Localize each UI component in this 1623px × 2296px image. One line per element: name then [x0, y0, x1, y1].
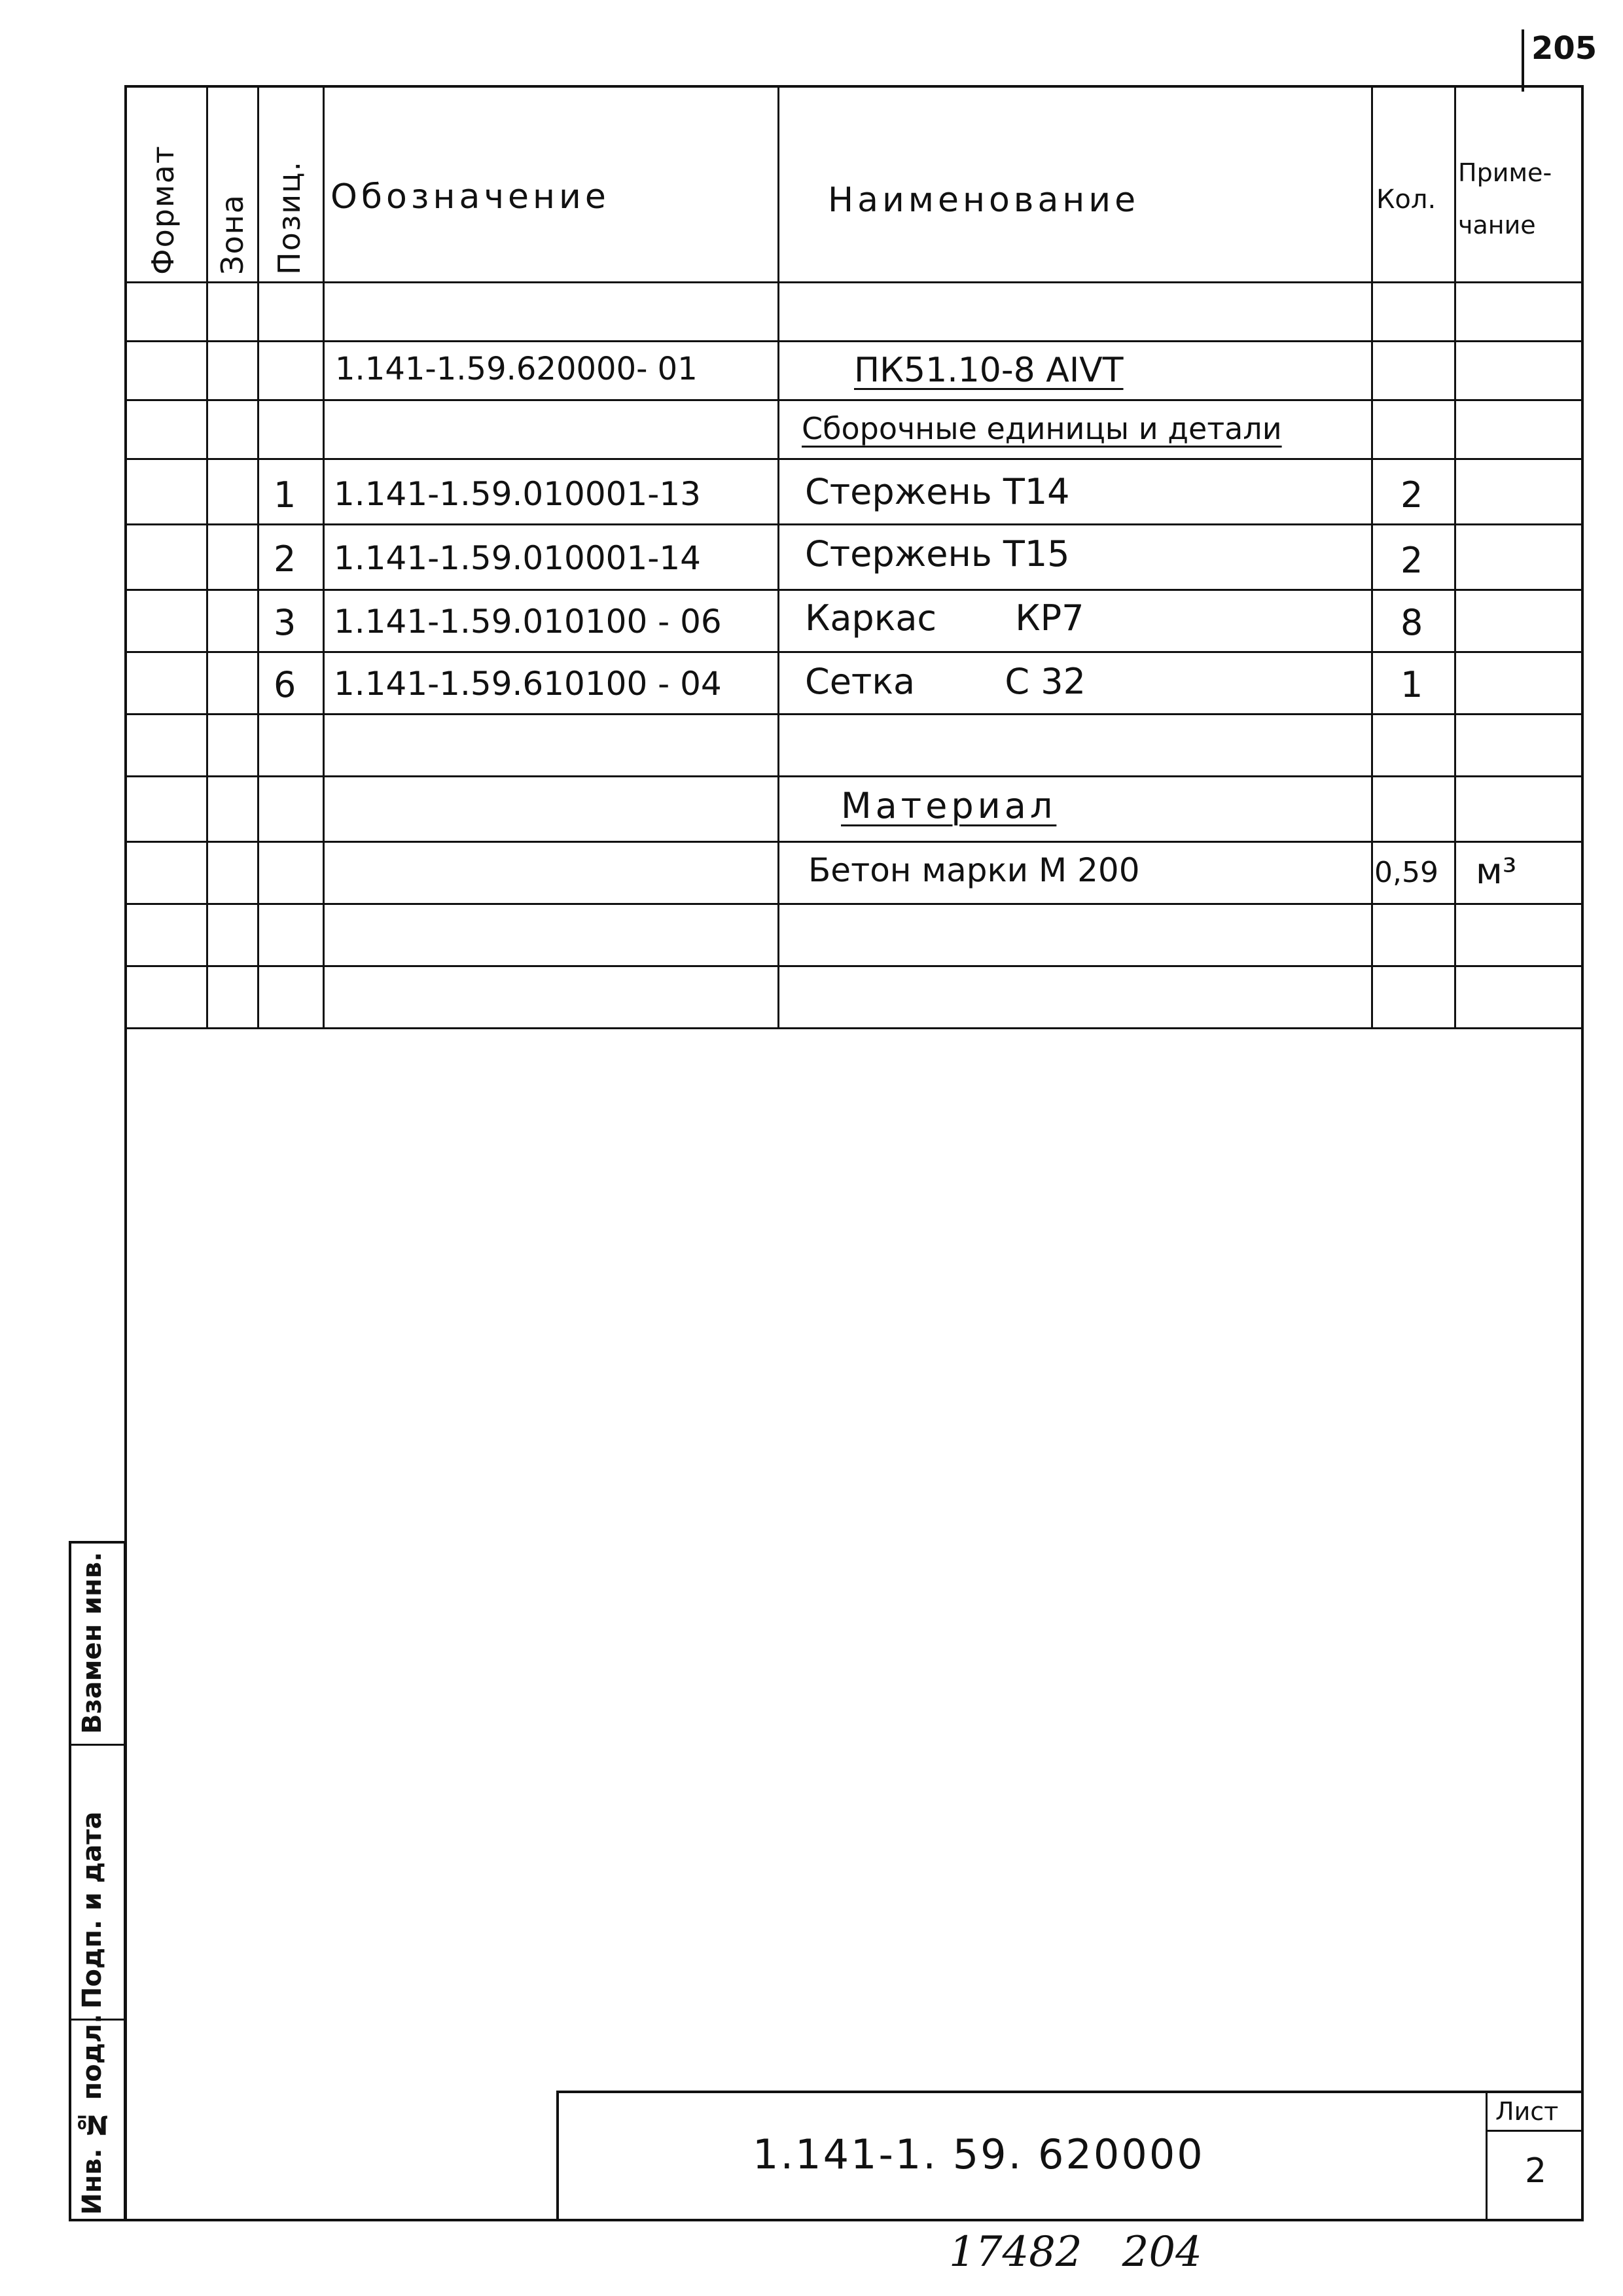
row-line [124, 713, 1584, 715]
side-stamp-line [69, 1744, 126, 1746]
sheet-frame [124, 85, 1584, 2221]
col-line [257, 85, 259, 1027]
row-pos: 2 [274, 539, 296, 580]
row-designation: 1.141-1.59.010001-13 [334, 475, 701, 513]
row-line [124, 775, 1584, 777]
col-line [323, 85, 325, 1027]
row-name-section: Сборочные единицы и детали [802, 411, 1282, 446]
header-note-1: Приме- [1458, 158, 1552, 187]
page-number-mark [1522, 29, 1524, 92]
header-position: Позиц. [272, 160, 307, 275]
title-block-divider [1486, 2091, 1488, 2221]
row-name: Стержень Т14 [805, 471, 1070, 512]
row-note: м³ [1476, 851, 1517, 892]
row-line [124, 651, 1584, 653]
row-line [124, 841, 1584, 843]
row-name: Стержень Т15 [805, 533, 1070, 574]
row-line [124, 523, 1584, 525]
header-zone: Зона [215, 194, 250, 275]
col-line [1371, 85, 1373, 1027]
title-block-sheet-line [1486, 2130, 1584, 2132]
row-designation: 1.141-1.59.620000- 01 [335, 351, 698, 387]
row-qty: 1 [1400, 664, 1423, 705]
row-name: Сетка С 32 [805, 661, 1086, 702]
row-pos: 3 [274, 602, 296, 643]
row-pos: 6 [274, 664, 296, 705]
header-qty: Кол. [1376, 185, 1436, 215]
header-name: Наименование [828, 181, 1140, 220]
row-name: Каркас КР7 [805, 597, 1084, 639]
header-note-2: чание [1458, 211, 1536, 239]
header-bottom-line [124, 281, 1584, 283]
row-designation: 1.141-1.59.010100 - 06 [334, 603, 722, 641]
side-stamp-replace-inv: Взамен инв. [77, 1551, 107, 1734]
document-code: 1.141-1. 59. 620000 [753, 2130, 1205, 2178]
header-format: Формат [145, 145, 181, 275]
handwritten-footer: 17482 204 [949, 2228, 1202, 2276]
side-stamp-sign-date: Подп. и дата [77, 1811, 107, 2009]
row-qty: 2 [1400, 540, 1423, 581]
row-name: ПК51.10-8 АIVТ [854, 351, 1124, 390]
table-bottom-line [124, 1027, 1584, 1029]
row-line [124, 589, 1584, 591]
sheet-label: Лист [1495, 2097, 1559, 2126]
page-number: 205 [1531, 30, 1597, 67]
col-line [1454, 85, 1456, 1027]
sheet-number: 2 [1525, 2151, 1547, 2191]
side-stamp-inv-no: Инв. № подл. [77, 2013, 107, 2215]
row-name: Бетон марки М 200 [808, 851, 1140, 889]
row-qty: 8 [1400, 602, 1423, 643]
col-line [206, 85, 208, 1027]
row-designation: 1.141-1.59.610100 - 04 [334, 665, 722, 703]
row-designation: 1.141-1.59.010001-14 [334, 539, 701, 577]
row-line [124, 340, 1584, 342]
col-line [777, 85, 779, 1027]
row-qty: 0,59 [1374, 856, 1438, 889]
row-line [124, 903, 1584, 905]
row-line [124, 965, 1584, 967]
header-designation: Обозначение [330, 177, 610, 217]
row-line [124, 458, 1584, 460]
row-pos: 1 [274, 474, 296, 516]
row-line [124, 399, 1584, 401]
row-name-section: Материал [841, 785, 1057, 826]
row-qty: 2 [1400, 474, 1423, 516]
